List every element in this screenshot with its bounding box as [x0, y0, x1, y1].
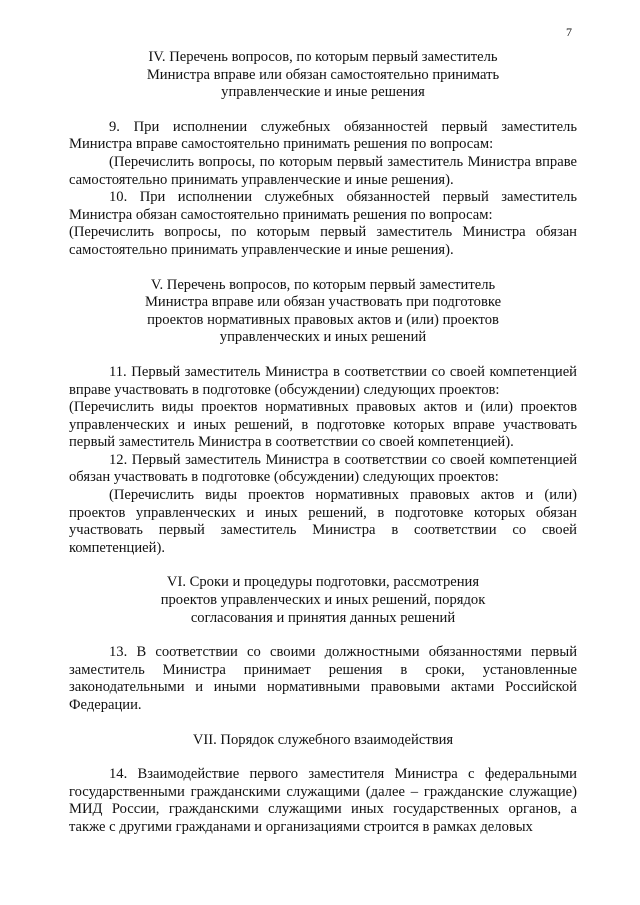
- section-5-heading: [69, 277, 577, 347]
- paragraph-14: 14. Взаимодействие первого заместителя Министра с федеральными государственными гражданскими служащими (далее – гражданские служащие) МИД России, гражданскими служащими иных государственных органов, а также с другими гражданами и организациями строится в рамках деловых: [69, 766, 577, 835]
- section-4-heading: [69, 49, 577, 102]
- page-number: 7: [566, 25, 572, 39]
- heading-line: согласования и принятия данных решений: [190, 609, 456, 626]
- heading-line: VII. Порядок служебного взаимодействия: [192, 731, 454, 748]
- section-7-heading: [69, 732, 577, 750]
- paragraph-10-note: (Перечислить вопросы, по которым первый заместитель Министра обязан самостоятельно принимать управленческие и иные решения).: [69, 224, 577, 258]
- paragraph-10: 10. При исполнении служебных обязанностей первый заместитель Министра обязан самостоятельно принимать решения по вопросам:: [69, 189, 577, 223]
- heading-line: Министра вправе или обязан самостоятельно принимать: [146, 66, 500, 83]
- paragraph-12: 12. Первый заместитель Министра в соответствии со своей компетенцией обязан участвовать в подготовке (обсуждении) следующих проектов:: [69, 451, 577, 486]
- heading-line: VI. Сроки и процедуры подготовки, рассмотрения: [166, 574, 480, 591]
- heading-line: управленческие и иные решения: [221, 84, 425, 101]
- paragraph-11-note: (Перечислить виды проектов нормативных правовых актов и (или) проектов управленческих и иных решений, в подготовке которых вправе участвовать первый заместитель Министра в соответствии со своей компетенцией).: [69, 399, 577, 451]
- heading-line: проектов управленческих и иных решений, порядок: [160, 592, 486, 609]
- paragraph-9: 9. При исполнении служебных обязанностей первый заместитель Министра вправе самостоятельно принимать решения по вопросам:: [69, 118, 577, 153]
- paragraph-9-note: (Перечислить вопросы, по которым первый заместитель Министра вправе самостоятельно принимать управленческие и иные решения).: [69, 153, 577, 188]
- paragraph-11: 11. Первый заместитель Министра в соответствии со своей компетенцией вправе участвовать в подготовке (обсуждении) следующих проектов:: [69, 363, 577, 398]
- heading-line: IV. Перечень вопросов, по которым первый заместитель: [148, 49, 498, 65]
- document-body: [69, 49, 577, 837]
- paragraph-12-note: (Перечислить виды проектов нормативных правовых актов и (или) проектов управленческих и иных решений, в подготовке которых обязан участвовать первый заместитель Министра в соответствии со своей компетенцией).: [69, 487, 577, 556]
- heading-line: V. Перечень вопросов, по которым первый заместитель: [150, 276, 496, 293]
- heading-line: проектов нормативных правовых актов и (или) проектов: [147, 311, 499, 328]
- paragraph-13: 13. В соответствии со своими должностными обязанностями первый заместитель Министра принимает решения в сроки, установленные законодательными и иными нормативными правовыми актами Российской Федерации.: [69, 644, 577, 713]
- section-6-heading: [69, 574, 577, 627]
- heading-line: управленческих и иных решений: [219, 329, 427, 346]
- heading-line: Министра вправе или обязан участвовать при подготовке: [144, 294, 502, 311]
